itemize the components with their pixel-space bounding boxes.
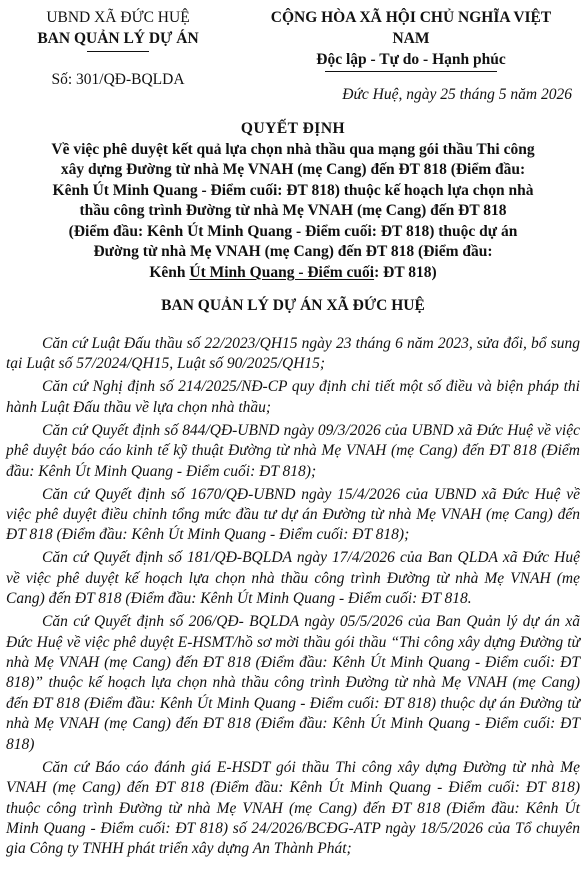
country-name-line1: CỘNG HÒA XÃ HỘI CHỦ NGHĨA VIỆT xyxy=(270,9,552,26)
legal-basis-paragraph: Căn cứ Quyết định số 206/QĐ- BQLDA ngày 05/5/2026 của Ban Quản lý dự án xã Đức Huệ về việc phê duyệt E-HSMT/hồ sơ mời thầu gói thầu “Thi công xây dựng Đường từ nhà Mẹ VNAH (mẹ Cang) đến ĐT 818 (Điểm đầu: Kênh Út Minh Quang - Điểm cuối: ĐT 818)” thuộc kế hoạch lựa chọn nhà thầu công trình Đường từ nhà Mẹ VNAH (mẹ Cang) đến ĐT 818 (Điểm đầu: Kênh Út Minh Quang - Điểm cuối: ĐT 818) thuộc dự án Đường từ nhà Mẹ VNAH (mẹ Cang) đến ĐT 818 (Điểm đầu: Kênh Út Minh Quang - Điểm cuối: ĐT 818) xyxy=(6,613,580,753)
legal-basis-paragraph: Căn cứ Quyết định số 1670/QĐ-UBND ngày 15/4/2026 của UBND xã Đức Huệ về việc phê duyệt điều chỉnh tổng mức đầu tư dự án Đường từ nhà Mẹ VNAH (mẹ Cang) đến ĐT 818 (Điểm đầu: Kênh Út Minh Quang - Điểm cuối: ĐT 818); xyxy=(6,485,580,544)
title-line: Về việc phê duyệt kết quả lựa chọn nhà thầu qua mạng gói thầu Thi công xyxy=(51,140,535,158)
country-name-line2: NAM xyxy=(392,30,430,47)
issuer-divider xyxy=(87,51,149,52)
issuer-org: UBND XÃ ĐỨC HUỆ xyxy=(46,9,190,26)
legal-basis xyxy=(6,334,580,862)
national-motto: Độc lập - Tự do - Hạnh phúc xyxy=(316,51,506,68)
issuer-block xyxy=(8,7,228,90)
issuer-unit: BAN QUẢN LÝ DỰ ÁN xyxy=(37,30,199,47)
motto-divider xyxy=(325,71,497,72)
legal-basis-paragraph: Căn cứ Báo cáo đánh giá E-HSDT gói thầu Thi công xây dựng Đường từ nhà Mẹ VNAH (mẹ Cang) đến ĐT 818 (Điểm đầu: Kênh Út Minh Quang - Điểm cuối: ĐT 818) thuộc công trình Đường từ nhà Mẹ VNAH (mẹ Cang) đến ĐT 818 (Điểm đầu: Kênh Út Minh Quang - Điểm cuối: ĐT 818) số 24/2026/BCĐG-ATP ngày 18/5/2026 của Tổ chuyên gia Công ty TNHH phát triển xây dựng An Thành Phát; xyxy=(6,758,580,858)
title-line: Đường từ nhà Mẹ VNAH (mẹ Cang) đến ĐT 818 (Điểm đầu: xyxy=(93,243,493,260)
title-line: thầu công trình Đường từ nhà Mẹ VNAH (mẹ Cang) đến ĐT 818 xyxy=(79,202,507,219)
title-line-last xyxy=(8,263,578,284)
title-line: xây dựng Đường từ nhà Mẹ VNAH (mẹ Cang) đến ĐT 818 (Điểm đầu: xyxy=(60,161,526,178)
document-number: Số: 301/QĐ-BQLDA xyxy=(51,71,185,88)
national-header xyxy=(243,7,579,72)
legal-basis-paragraph: Căn cứ Quyết định số 844/QĐ-UBND ngày 09/3/2026 của UBND xã Đức Huệ về việc phê duyệt báo cáo kinh tế kỹ thuật Đường từ nhà Mẹ VNAH (mẹ Cang) đến ĐT 818 (Điểm đầu: Kênh Út Minh Quang - Điểm cuối: ĐT 818); xyxy=(6,421,580,480)
legal-basis-paragraph: Căn cứ Nghị định số 214/2025/NĐ-CP quy định chi tiết một số điều và biện pháp thi hành Luật Đấu thầu về lựa chọn nhà thầu; xyxy=(6,378,580,416)
decision-title xyxy=(8,119,578,283)
title-line: Kênh Út Minh Quang - Điểm cuối: ĐT 818) thuộc kế hoạch lựa chọn nhà xyxy=(52,181,534,199)
issue-date: Đức Huệ, ngày 25 tháng 5 năm 2026 xyxy=(342,86,572,103)
issuing-authority: BAN QUẢN LÝ DỰ ÁN XÃ ĐỨC HUỆ xyxy=(161,297,425,314)
title-last-prefix: Kênh xyxy=(149,263,190,281)
title-underlined-text: Út Minh Quang - Điểm cuối xyxy=(189,263,375,281)
legal-basis-paragraph: Căn cứ Quyết định số 181/QĐ-BQLDA ngày 17/4/2026 của Ban QLDA xã Đức Huệ về việc phê duyệt kế hoạch lựa chọn nhà thầu công trình Đường từ nhà Mẹ VNAH (mẹ Cang) đến ĐT 818 (Điểm đầu: Kênh Út Minh Quang - Điểm cuối: ĐT 818. xyxy=(6,549,580,608)
legal-basis-paragraph: Căn cứ Luật Đấu thầu số 22/2023/QH15 ngày 23 tháng 6 năm 2023, sửa đổi, bổ sung tại Luật số 57/2024/QH15, Luật số 90/2025/QH15; xyxy=(6,335,580,373)
title-last-suffix: : ĐT 818) xyxy=(374,263,437,281)
decision-heading: QUYẾT ĐỊNH xyxy=(240,120,346,137)
title-line: (Điểm đầu: Kênh Út Minh Quang - Điểm cuối: ĐT 818) thuộc dự án xyxy=(68,222,518,240)
